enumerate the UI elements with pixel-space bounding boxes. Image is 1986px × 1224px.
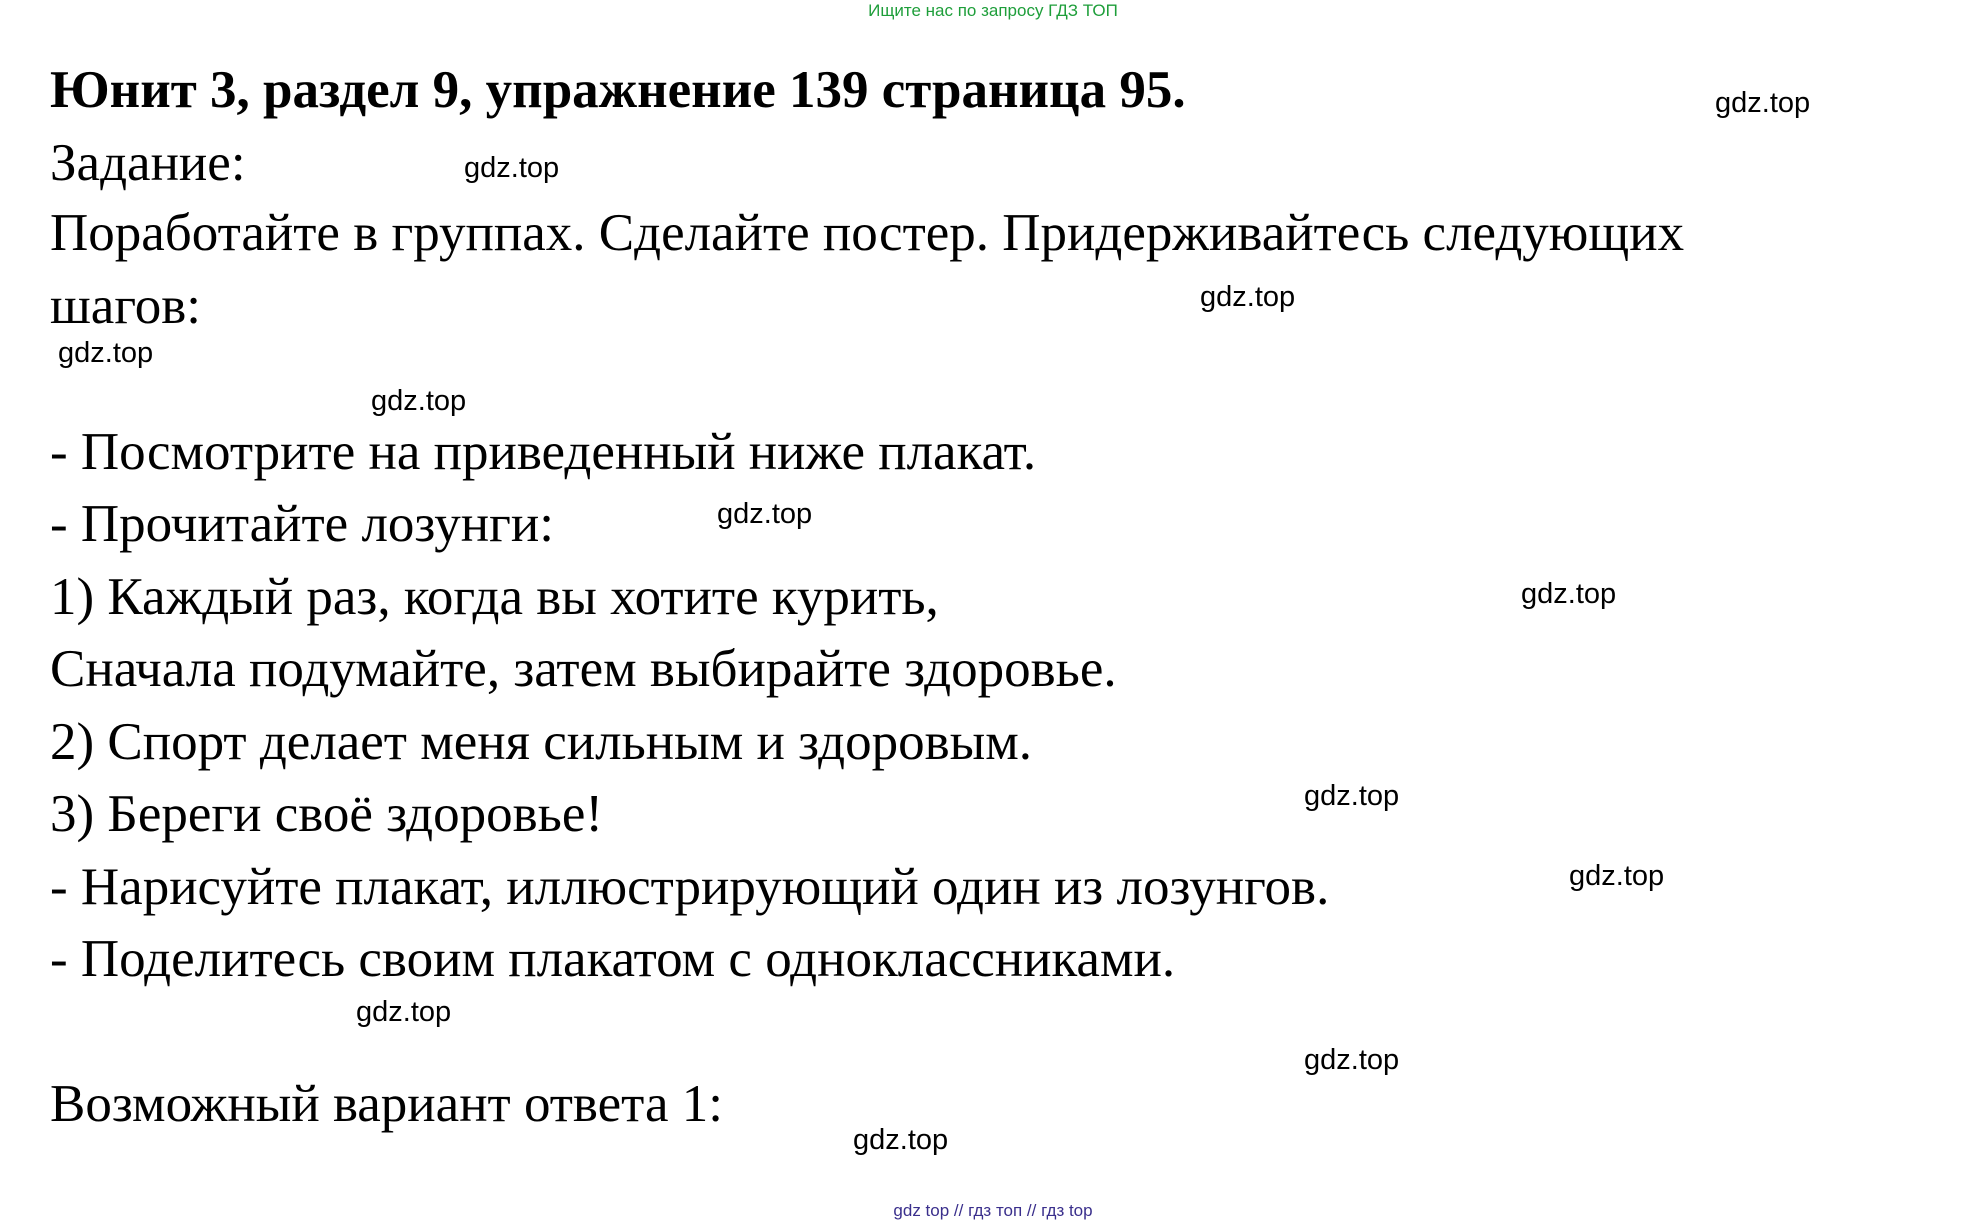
watermark: gdz.top (1304, 1044, 1400, 1076)
task-label: Задание: (50, 134, 246, 192)
watermark: gdz.top (1569, 860, 1665, 892)
watermark: gdz.top (356, 996, 452, 1028)
slogan-1-line-1: 1) Каждый раз, когда вы хотите курить, (50, 568, 939, 626)
step-draw-poster: - Нарисуйте плакат, иллюстрирующий один из лозунгов. (50, 858, 1330, 916)
watermark: gdz.top (1521, 578, 1617, 610)
task-text-line-1: Поработайте в группах. Сделайте постер. Придерживайтесь следующих (50, 204, 1685, 262)
task-text-line-2: шагов: (50, 277, 202, 335)
watermark: gdz.top (58, 337, 154, 369)
step-look-at-poster: - Посмотрите на приведенный ниже плакат. (50, 423, 1037, 481)
watermark: gdz.top (1304, 780, 1400, 812)
watermark: gdz.top (1715, 87, 1811, 119)
watermark: gdz.top (853, 1124, 949, 1156)
step-read-slogans: - Прочитайте лозунги: (50, 495, 554, 553)
header-banner[interactable]: Ищите нас по запросу ГДЗ ТОП (868, 1, 1118, 20)
watermark: gdz.top (464, 152, 560, 184)
footer-links[interactable]: gdz top // гдз топ // гдз top (893, 1201, 1093, 1220)
watermark: gdz.top (1200, 281, 1296, 313)
slogan-3: 3) Береги своё здоровье! (50, 785, 604, 843)
page-title: Юнит 3, раздел 9, упражнение 139 страница 95. (50, 61, 1186, 119)
step-share-poster: - Поделитесь своим плакатом с одноклассниками. (50, 930, 1176, 988)
slogan-1-line-2: Сначала подумайте, затем выбирайте здоровье. (50, 640, 1117, 698)
slogan-2: 2) Спорт делает меня сильным и здоровым. (50, 713, 1033, 771)
answer-label: Возможный вариант ответа 1: (50, 1075, 723, 1133)
watermark: gdz.top (371, 385, 467, 417)
watermark: gdz.top (717, 498, 813, 530)
